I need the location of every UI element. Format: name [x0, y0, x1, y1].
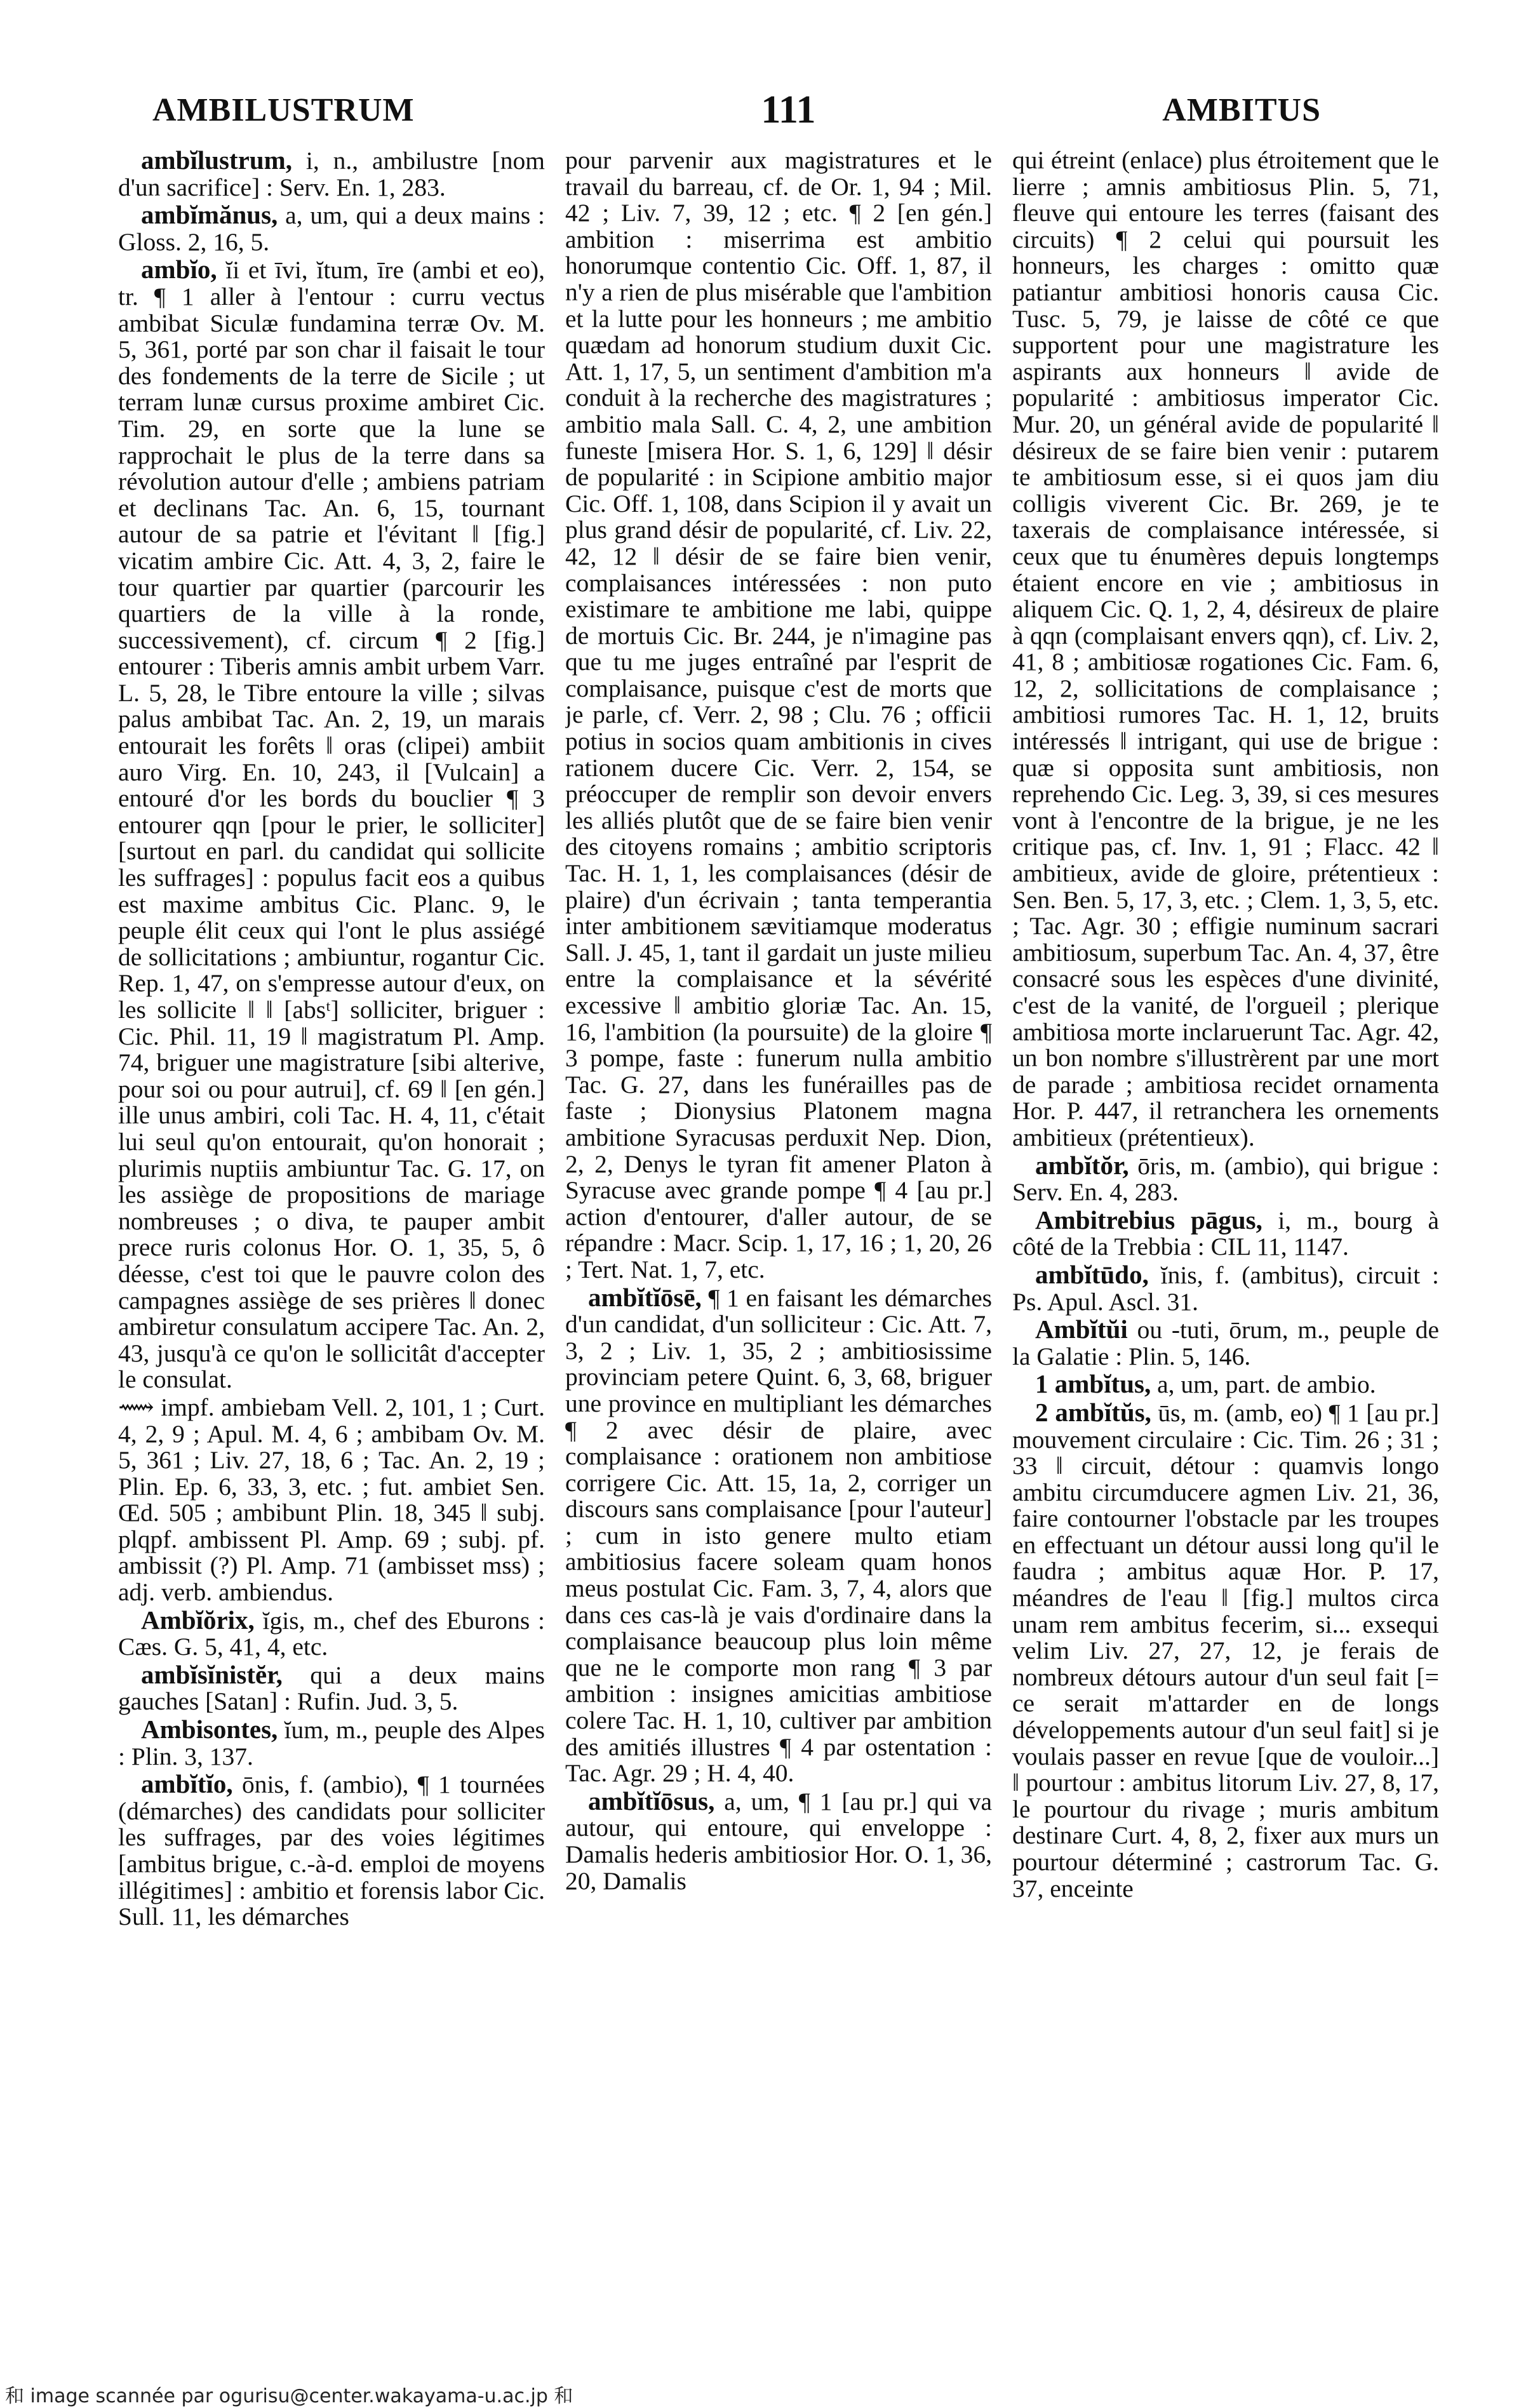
- dictionary-columns: [118, 147, 1439, 2300]
- entry-headword: ambĭmănus,: [141, 200, 278, 230]
- entry-headword: ambĭtŏr,: [1035, 1150, 1129, 1180]
- column-right: [1012, 147, 1439, 2300]
- entry-headword: ambĭtĭōsus,: [588, 1786, 715, 1816]
- entry-headword: 1 ambĭtus,: [1035, 1369, 1151, 1399]
- dictionary-entry: [118, 1395, 545, 1606]
- entry-definition: ou -tuti, ōrum, m., peuple de la Galatie : Plin. 5, 146.: [1012, 1316, 1439, 1370]
- column-middle: [565, 147, 992, 2300]
- dictionary-entry: [1012, 1150, 1439, 1207]
- dictionary-entry: [1012, 147, 1439, 1151]
- left-running-headword: AMBILUSTRUM: [152, 91, 415, 128]
- dictionary-entry: [118, 202, 545, 255]
- entry-definition: i, n., ambilustre [nom d'un sacrifice] : Serv. En. 1, 283.: [118, 147, 545, 201]
- dictionary-entry: [118, 1716, 545, 1770]
- entry-headword: ambĭtĭo,: [141, 1769, 233, 1799]
- entry-definition: ōris, m. (ambio), qui brigue : Serv. En. 4, 283.: [1012, 1151, 1439, 1207]
- entry-definition: ōnis, f. (ambio), ¶ 1 tournées (démarches) des candidats pour solliciter les suffrages, par des voies légitimes [ambitus brigue, c.-à-d. emploi de moyens illégitimes] : ambitio et forensis labor Cic. Sull. 11, les démarches: [118, 1770, 545, 1931]
- entry-headword: ambĭsĭnistĕr,: [141, 1659, 283, 1689]
- entry-definition: pour parvenir aux magistratures et le travail du barreau, cf. de Or. 1, 94 ; Mil. 42 ; Liv. 7, 39, 12 ; etc. ¶ 2 [en gén.] ambition : miserrima est ambitio honorumque contentio Cic. Off. 1, 87, il n'y a rien de plus misérable que l'ambition et la lutte pour les honneurs ; me ambitio quædam ad honorum studium duxit Cic. Att. 1, 17, 5, un sentiment d'ambition m'a conduit à la recherche des magistratures ; ambitio mala Sall. C. 4, 2, une ambition funeste [misera Hor. S. 1, 6, 129] ‖ désir de popularité : in Scipione ambitio major Cic. Off. 1, 108, dans Scipion il y avait un plus grand désir de popularité, cf. Liv. 22, 42, 12 ‖ désir de se faire bien venir, complaisances intéressées : non puto existimare te ambitione me labi, quippe de mortuis Cic. Br. 244, je n'imagine pas que tu me juges entraîné par l'esprit de complaisance, puisque c'est de morts que je parle, cf. Verr. 2, 98 ; Clu. 76 ; officii potius in socios quam ambitionis in cives rationem ducere Cic. Verr. 2, 154, se préoccuper de remplir son devoir envers les alliés plutôt que de se faire bien venir des citoyens romains ; ambitio scriptoris Tac. H. 1, 1, les complaisances (désir de plaire) d'un écrivain ; tanta temperantia inter ambitionem sævitiamque moderatus Sall. J. 45, 1, tant il gardait un juste milieu entre la complaisance et la sévérité excessive ‖ ambitio gloriæ Tac. An. 15, 16, l'ambition (la poursuite) de la gloire ¶ 3 pompe, faste : funerum nulla ambitio Tac. G. 27, dans les funérailles pas de faste ; Dionysius Platonem magna ambitione Syracusas perduxit Nep. Dion, 2, 2, Denys le tyran fit amener Platon à Syracuse avec grande pompe ¶ 4 [au pr.] action d'entourer, d'aller autour, de se répandre : Macr. Scip. 1, 17, 16 ; 1, 20, 26 ; Tert. Nat. 1, 7, etc.: [565, 147, 992, 1283]
- entry-headword: ambĭo,: [141, 255, 217, 284]
- entry-definition: a, um, ¶ 1 [au pr.] qui va autour, qui entoure, qui enveloppe : Damalis hederis ambitiosior Hor. O. 1, 36, 20, Damalis: [565, 1787, 992, 1895]
- dictionary-entry: [118, 1771, 545, 1930]
- entry-definition: i, m., bourg à côté de la Trebbia : CIL 11, 1147.: [1012, 1206, 1439, 1261]
- entry-headword: Ambitrebius pāgus,: [1035, 1205, 1262, 1234]
- dictionary-entry: [1012, 1316, 1439, 1370]
- entry-definition: a, um, qui a deux mains : Gloss. 2, 16, 5.: [118, 201, 545, 256]
- entry-definition: ĭnis, f. (ambitus), circuit : Ps. Apul. Ascl. 31.: [1012, 1261, 1439, 1316]
- dictionary-entry: [1012, 1371, 1439, 1398]
- dictionary-entry: [118, 1659, 545, 1716]
- right-running-headword: AMBITUS: [1162, 91, 1321, 128]
- entry-headword: ambĭtūdo,: [1035, 1259, 1149, 1289]
- page-header: [152, 81, 1321, 138]
- entry-headword: 2 ambĭtŭs,: [1035, 1397, 1151, 1427]
- entry-definition: ūs, m. (amb, eo) ¶ 1 [au pr.] mouvement circulaire : Cic. Tim. 26 ; 31 ; 33 ‖ circuit, détour : quamvis longo ambitu circumducere agmen Liv. 21, 36, faire contourner l'obstacle par les troupes en effectuant un détour aussi long qu'il le faudra ; ambitus aquæ Hor. P. 17, méandres de l'eau ‖ [fig.] multos circa unam rem ambitus fecerim, si... exsequi velim Liv. 27, 27, 12, je ferais de nombreux détours autour d'un seul fait [= ce serait m'attarder en de longs développements autour d'un seul fait] si je voulais passer en revue [que de vouloir...] ‖ pourtour : ambitus litorum Liv. 27, 8, 17, le pourtour du rivage ; muris ambitum destinare Curt. 4, 8, 2, fixer aux murs un pourtour déterminé ; castrorum Tac. G. 37, enceinte: [1012, 1398, 1439, 1903]
- entry-definition: qui a deux mains gauches [Satan] : Rufin. Jud. 3, 5.: [118, 1661, 545, 1716]
- entry-definition: ⟿ impf. ambiebam Vell. 2, 101, 1 ; Curt. 4, 2, 9 ; Apul. M. 4, 6 ; ambibam Ov. M. 5, 361 ; Liv. 27, 18, 6 ; Tac. An. 2, 19 ; Plin. Ep. 6, 33, 3, etc. ; fut. ambiet Sen. Œd. 505 ; ambibunt Plin. 18, 345 ‖ subj. plqpf. ambissent Pl. Amp. 69 ; subj. pf. ambissit (?) Pl. Amp. 71 (ambisset mss) ; adj. verb. ambiendus.: [118, 1393, 545, 1607]
- page-number: 111: [761, 88, 816, 131]
- entry-definition: qui étreint (enlace) plus étroitement que le lierre ; amnis ambitiosus Plin. 5, 71, fleuve qui entoure les terres (faisant des circuits) ¶ 2 celui qui poursuit les honneurs, les charges : omitto quæ patiantur ambitiosi honoris causa Cic. Tusc. 5, 79, je laisse de côté ce que supportent pour une magistrature les aspirants aux honneurs ‖ avide de popularité : ambitiosus imperator Cic. Mur. 20, un général avide de popularité ‖ désireux de se faire bien venir : putarem te ambitiosum esse, si ei quos jam diu colligis viverent Cic. Br. 269, je te taxerais de complaisance intéressée, si ceux que tu énumères depuis longtemps étaient encore en vie ; ambitiosus in aliquem Cic. Q. 1, 2, 4, désireux de plaire à qqn (complaisant envers qqn), cf. Liv. 2, 41, 8 ; ambitiosæ rogationes Cic. Fam. 6, 12, 2, sollicitations de complaisance ; ambitiosi rumores Tac. H. 1, 12, bruits intéressés ‖ intrigant, qui use de brigue : quæ si opposita sunt ambitiosis, non reprehendo Cic. Leg. 3, 39, si ces mesures vont à l'encontre de la brigue, je ne les critique pas, cf. Inv. 1, 91 ; Flacc. 42 ‖ ambitieux, avide de gloire, prétentieux : Sen. Ben. 5, 17, 3, etc. ; Clem. 1, 3, 5, etc. ; Tac. Agr. 30 ; effigie numinum sacrari ambitiosum, superbum Tac. An. 4, 37, être consacré sous les espèces d'une divinité, c'est de la vanité, de l'orgueil ; plerique ambitiosa morte inclaruerunt Tac. Agr. 42, un bon nombre s'illustrèrent par une mort de parade ; ambitiosa recidet ornamenta Hor. P. 447, il retranchera les ornements ambitieux (prétentieux).: [1012, 147, 1439, 1151]
- dictionary-entry: [118, 147, 545, 201]
- dictionary-entry: [565, 147, 992, 1283]
- scan-credit-footer: 和 image scannée par ogurisu@center.wakayama-u.ac.jp 和: [5, 2385, 573, 2407]
- dictionary-entry: [1012, 1259, 1439, 1316]
- column-left: [118, 147, 545, 2300]
- entry-headword: Ambĭtŭi: [1035, 1314, 1128, 1344]
- entry-headword: ambĭlustrum,: [141, 147, 293, 175]
- dictionary-entry: [118, 257, 545, 1393]
- dictionary-entry: [565, 1788, 992, 1894]
- entry-definition: ĭgis, m., chef des Eburons : Cæs. G. 5, 41, 4, etc.: [118, 1606, 545, 1661]
- entry-definition: ¶ 1 en faisant les démarches d'un candidat, d'un solliciteur : Cic. Att. 7, 3, 2 ; Liv. 1, 35, 2 ; ambitiosissime provinciam petere Quint. 6, 3, 68, briguer une province en multipliant les démarches ¶ 2 avec désir de plaire, avec complaisance : orationem non ambitiose corrigere Cic. Att. 15, 1a, 2, corriger un discours sans complaisance [pour l'auteur] ; cum in isto genere multo etiam ambitiosius facere soleam quam honos meus postulat Cic. Fam. 3, 7, 4, alors que dans ces cas-là je vais d'ordinaire dans la complaisance beaucoup plus loin même que ne le comporte mon rang ¶ 3 par ambition : insignes amicitias ambitiose colere Tac. H. 1, 10, cultiver par ambition des amitiés illustres ¶ 4 par ostentation : Tac. Agr. 29 ; H. 4, 40.: [565, 1283, 992, 1788]
- entry-definition: ĭum, m., peuple des Alpes : Plin. 3, 137.: [118, 1716, 545, 1770]
- dictionary-entry: [565, 1282, 992, 1788]
- entry-definition: ĭi et īvi, ĭtum, īre (ambi et eo), tr. ¶ 1 aller à l'entour : curru vectus ambibat Siculæ fundamina terræ Ov. M. 5, 361, porté par son char il faisait le tour des fondements de la terre de Sicile ; ut terram lunæ cursus proxime ambiret Cic. Tim. 29, en sorte que la lune se rapprochait le plus de la terre dans sa révolution autour d'elle ; ambiens patriam et declinans Tac. An. 6, 15, tournant autour de sa patrie et l'évitant ‖ [fig.] vicatim ambire Cic. Att. 4, 3, 2, faire le tour quartier par quartier (parcourir les quartiers de la ville à la ronde, successivement), cf. circum ¶ 2 [fig.] entourer : Tiberis amnis ambit urbem Varr. L. 5, 28, le Tibre entoure la ville ; silvas palus ambibat Tac. An. 2, 19, un marais entourait les forêts ‖ oras (clipei) ambiit auro Virg. En. 10, 243, il [Vulcain] a entouré d'or les bords du bouclier ¶ 3 entourer qqn [pour le prier, le solliciter] [surtout en parl. du candidat qui sollicite les suffrages] : populus facit eos a quibus est maxime ambitus Cic. Planc. 9, le peuple élit ceux qui l'ont le plus assiégé de sollicitations ; ambiuntur, rogantur Cic. Rep. 1, 47, on s'empresse autour d'eux, on les sollicite ‖ ‖ [absᵗ] solliciter, briguer : Cic. Phil. 11, 19 ‖ magistratum Pl. Amp. 74, briguer une magistrature [sibi alterive, pour soi ou pour autrui], cf. 69 ‖ [en gén.] ille unus ambiri, coli Tac. H. 4, 11, c'était lui seul qu'on entourait, qu'on honorait ; plurimis nuptiis ambiuntur Tac. G. 17, on les assiège de propositions de mariage nombreuses ; o diva, te pauper ambit prece ruris colonus Hor. O. 1, 35, 5, ô déesse, c'est toi que le pauvre colon des campagnes assiège de ses prières ‖ donec ambiretur consulatum accipere Tac. An. 2, 43, jusqu'à ce qu'on le sollicitât d'accepter le consulat.: [118, 256, 545, 1394]
- entry-headword: ambĭtĭōsē,: [588, 1282, 702, 1312]
- entry-definition: a, um, part. de ambio.: [1151, 1370, 1376, 1399]
- entry-headword: Ambisontes,: [141, 1715, 278, 1744]
- dictionary-entry: [1012, 1397, 1439, 1903]
- dictionary-entry: [1012, 1207, 1439, 1261]
- dictionary-entry: [118, 1607, 545, 1661]
- entry-headword: Ambĭŏrix,: [141, 1605, 255, 1635]
